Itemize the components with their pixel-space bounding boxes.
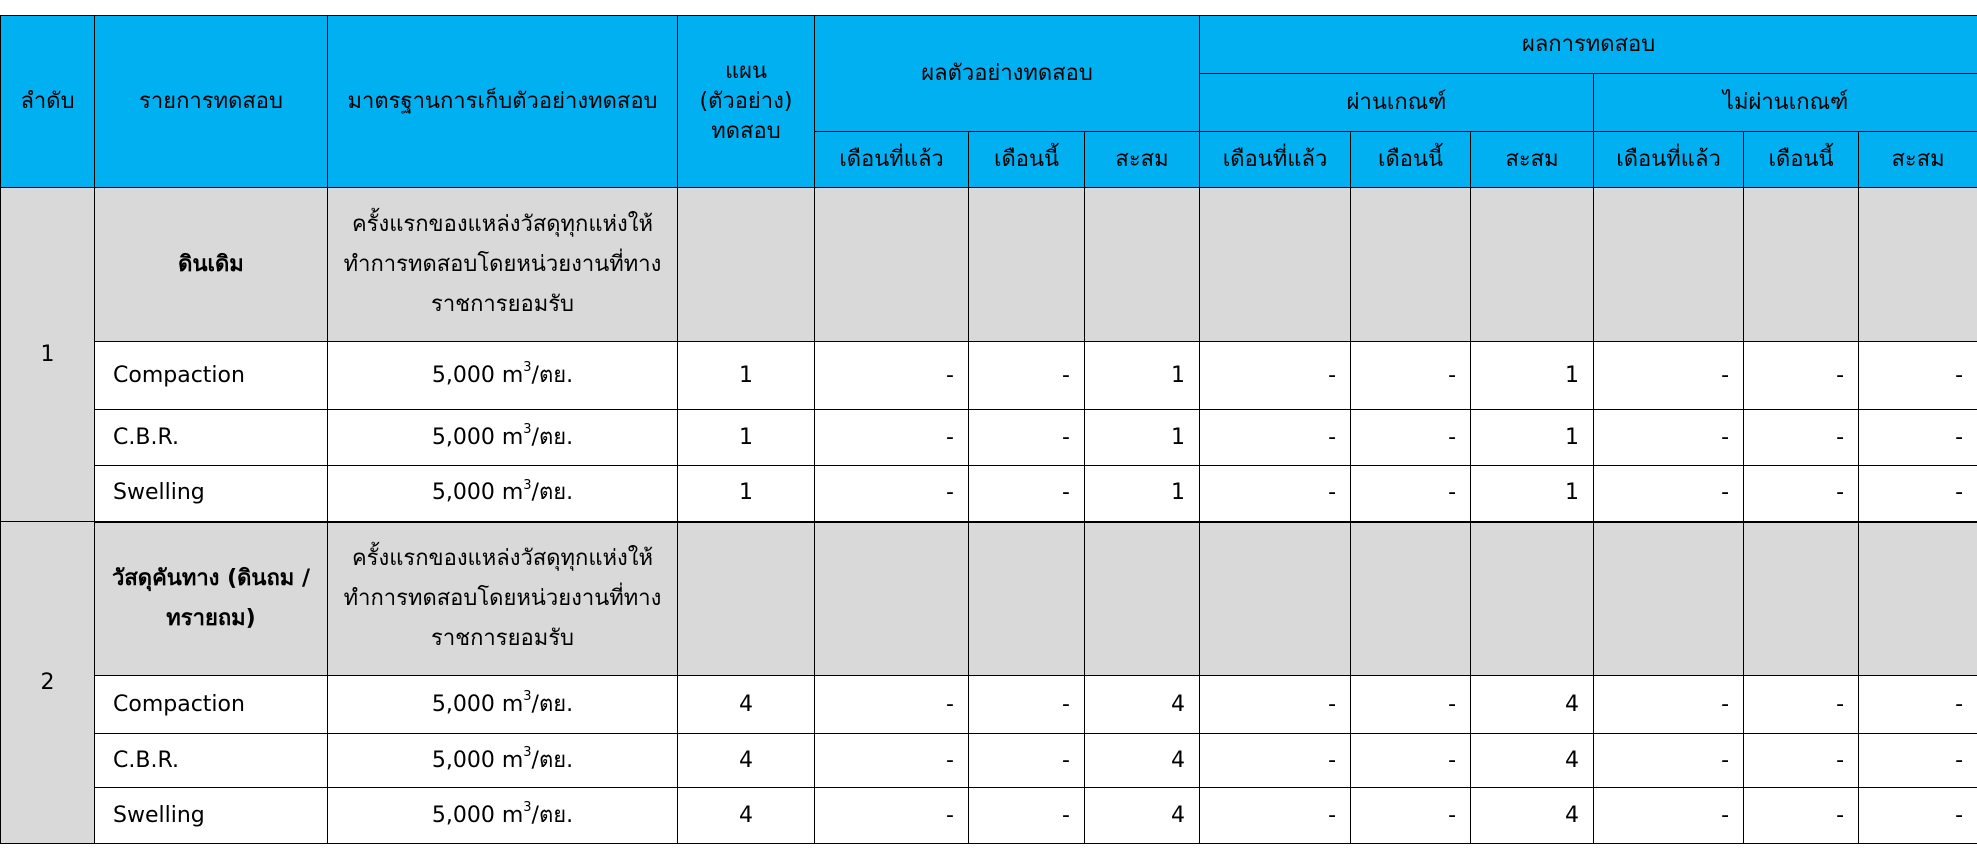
pass-last-month: - bbox=[1200, 466, 1351, 522]
fail-this-month: - bbox=[1744, 676, 1859, 734]
fail-cumulative: - bbox=[1859, 734, 1977, 788]
header-sample-results: ผลตัวอย่างทดสอบ bbox=[815, 16, 1200, 132]
pass-last-month: - bbox=[1200, 788, 1351, 844]
fail-last-month: - bbox=[1594, 788, 1744, 844]
sample-this-month: - bbox=[969, 676, 1085, 734]
fail-this-month: - bbox=[1744, 788, 1859, 844]
plan-count: 1 bbox=[678, 342, 815, 410]
sampling-standard: 5,000 $m^3/$ตย. bbox=[328, 734, 678, 788]
category-standard: ครั้งแรกของแหล่งวัสดุทุกแห่งให้ทำการทดสอบโดยหน่วยงานที่ทางราชการยอมรับ bbox=[328, 522, 678, 676]
sample-this-month: - bbox=[969, 734, 1085, 788]
pass-last-month: - bbox=[1200, 410, 1351, 466]
fail-last-month: - bbox=[1594, 734, 1744, 788]
test-item: Compaction bbox=[95, 342, 328, 410]
fail-cumulative: - bbox=[1859, 410, 1977, 466]
sample-this-month: - bbox=[969, 466, 1085, 522]
fail-this-month: - bbox=[1744, 342, 1859, 410]
pass-cumulative: 1 bbox=[1471, 410, 1594, 466]
pass-this-month: - bbox=[1351, 676, 1471, 734]
pass-this-month: - bbox=[1351, 734, 1471, 788]
header-fail: ไม่ผ่านเกณฑ์ bbox=[1594, 74, 1977, 132]
pass-last-month: - bbox=[1200, 342, 1351, 410]
sample-cumulative: 4 bbox=[1085, 788, 1200, 844]
header-fail-cumulative: สะสม bbox=[1859, 132, 1977, 188]
fail-last-month: - bbox=[1594, 342, 1744, 410]
header-sample-this-month: เดือนนี้ bbox=[969, 132, 1085, 188]
sampling-standard: 5,000 $m^3/$ตย. bbox=[328, 466, 678, 522]
table-row bbox=[1, 410, 1977, 466]
sample-last-month: - bbox=[815, 342, 969, 410]
sample-last-month: - bbox=[815, 410, 969, 466]
sample-last-month: - bbox=[815, 676, 969, 734]
sample-cumulative: 1 bbox=[1085, 342, 1200, 410]
table-row bbox=[1, 342, 1977, 410]
fail-cumulative: - bbox=[1859, 788, 1977, 844]
pass-this-month: - bbox=[1351, 788, 1471, 844]
header-sample-last-month: เดือนที่แล้ว bbox=[815, 132, 969, 188]
plan-count: 1 bbox=[678, 410, 815, 466]
sample-cumulative: 1 bbox=[1085, 410, 1200, 466]
fail-this-month: - bbox=[1744, 734, 1859, 788]
header-plan: แผน (ตัวอย่าง) ทดสอบ bbox=[678, 16, 815, 188]
fail-last-month: - bbox=[1594, 410, 1744, 466]
sample-last-month: - bbox=[815, 788, 969, 844]
category-name: ดินเดิม bbox=[95, 188, 328, 342]
sample-last-month: - bbox=[815, 466, 969, 522]
pass-cumulative: 4 bbox=[1471, 788, 1594, 844]
group-seq: 2 bbox=[1, 522, 95, 844]
header-sample-cumulative: สะสม bbox=[1085, 132, 1200, 188]
test-item: C.B.R. bbox=[95, 734, 328, 788]
table-row bbox=[1, 734, 1977, 788]
header-pass: ผ่านเกณฑ์ bbox=[1200, 74, 1594, 132]
table-row bbox=[1, 676, 1977, 734]
plan-count: 4 bbox=[678, 676, 815, 734]
header-item: รายการทดสอบ bbox=[95, 16, 328, 188]
sample-this-month: - bbox=[969, 342, 1085, 410]
fail-this-month: - bbox=[1744, 410, 1859, 466]
sample-cumulative: 4 bbox=[1085, 734, 1200, 788]
header-standard: มาตรฐานการเก็บตัวอย่างทดสอบ bbox=[328, 16, 678, 188]
table-row bbox=[1, 466, 1977, 522]
header-test-results: ผลการทดสอบ bbox=[1200, 16, 1977, 74]
header-pass-last-month: เดือนที่แล้ว bbox=[1200, 132, 1351, 188]
fail-last-month: - bbox=[1594, 676, 1744, 734]
header-fail-this-month: เดือนนี้ bbox=[1744, 132, 1859, 188]
fail-cumulative: - bbox=[1859, 676, 1977, 734]
pass-last-month: - bbox=[1200, 734, 1351, 788]
plan-count: 4 bbox=[678, 788, 815, 844]
header-pass-this-month: เดือนนี้ bbox=[1351, 132, 1471, 188]
header-seq: ลำดับ bbox=[1, 16, 95, 188]
sample-this-month: - bbox=[969, 788, 1085, 844]
pass-last-month: - bbox=[1200, 676, 1351, 734]
sampling-standard: 5,000 $m^3/$ตย. bbox=[328, 342, 678, 410]
fail-last-month: - bbox=[1594, 466, 1744, 522]
sample-cumulative: 1 bbox=[1085, 466, 1200, 522]
sampling-standard: 5,000 $m^3/$ตย. bbox=[328, 676, 678, 734]
sampling-standard: 5,000 $m^3/$ตย. bbox=[328, 788, 678, 844]
category-standard: ครั้งแรกของแหล่งวัสดุทุกแห่งให้ทำการทดสอบโดยหน่วยงานที่ทางราชการยอมรับ bbox=[328, 188, 678, 342]
sampling-standard: 5,000 $m^3/$ตย. bbox=[328, 410, 678, 466]
header-fail-last-month: เดือนที่แล้ว bbox=[1594, 132, 1744, 188]
fail-cumulative: - bbox=[1859, 342, 1977, 410]
test-item: Compaction bbox=[95, 676, 328, 734]
fail-this-month: - bbox=[1744, 466, 1859, 522]
plan-count: 1 bbox=[678, 466, 815, 522]
test-item: Swelling bbox=[95, 788, 328, 844]
sample-cumulative: 4 bbox=[1085, 676, 1200, 734]
pass-cumulative: 4 bbox=[1471, 676, 1594, 734]
pass-cumulative: 1 bbox=[1471, 342, 1594, 410]
pass-cumulative: 1 bbox=[1471, 466, 1594, 522]
pass-cumulative: 4 bbox=[1471, 734, 1594, 788]
pass-this-month: - bbox=[1351, 410, 1471, 466]
pass-this-month: - bbox=[1351, 342, 1471, 410]
group-seq: 1 bbox=[1, 188, 95, 522]
fail-cumulative: - bbox=[1859, 466, 1977, 522]
sample-this-month: - bbox=[969, 410, 1085, 466]
table-row bbox=[1, 788, 1977, 844]
category-name: วัสดุคันทาง (ดินถม / ทรายถม) bbox=[95, 522, 328, 676]
test-item: Swelling bbox=[95, 466, 328, 522]
plan-count: 4 bbox=[678, 734, 815, 788]
test-results-table bbox=[0, 15, 1977, 844]
test-item: C.B.R. bbox=[95, 410, 328, 466]
sample-last-month: - bbox=[815, 734, 969, 788]
pass-this-month: - bbox=[1351, 466, 1471, 522]
header-pass-cumulative: สะสม bbox=[1471, 132, 1594, 188]
